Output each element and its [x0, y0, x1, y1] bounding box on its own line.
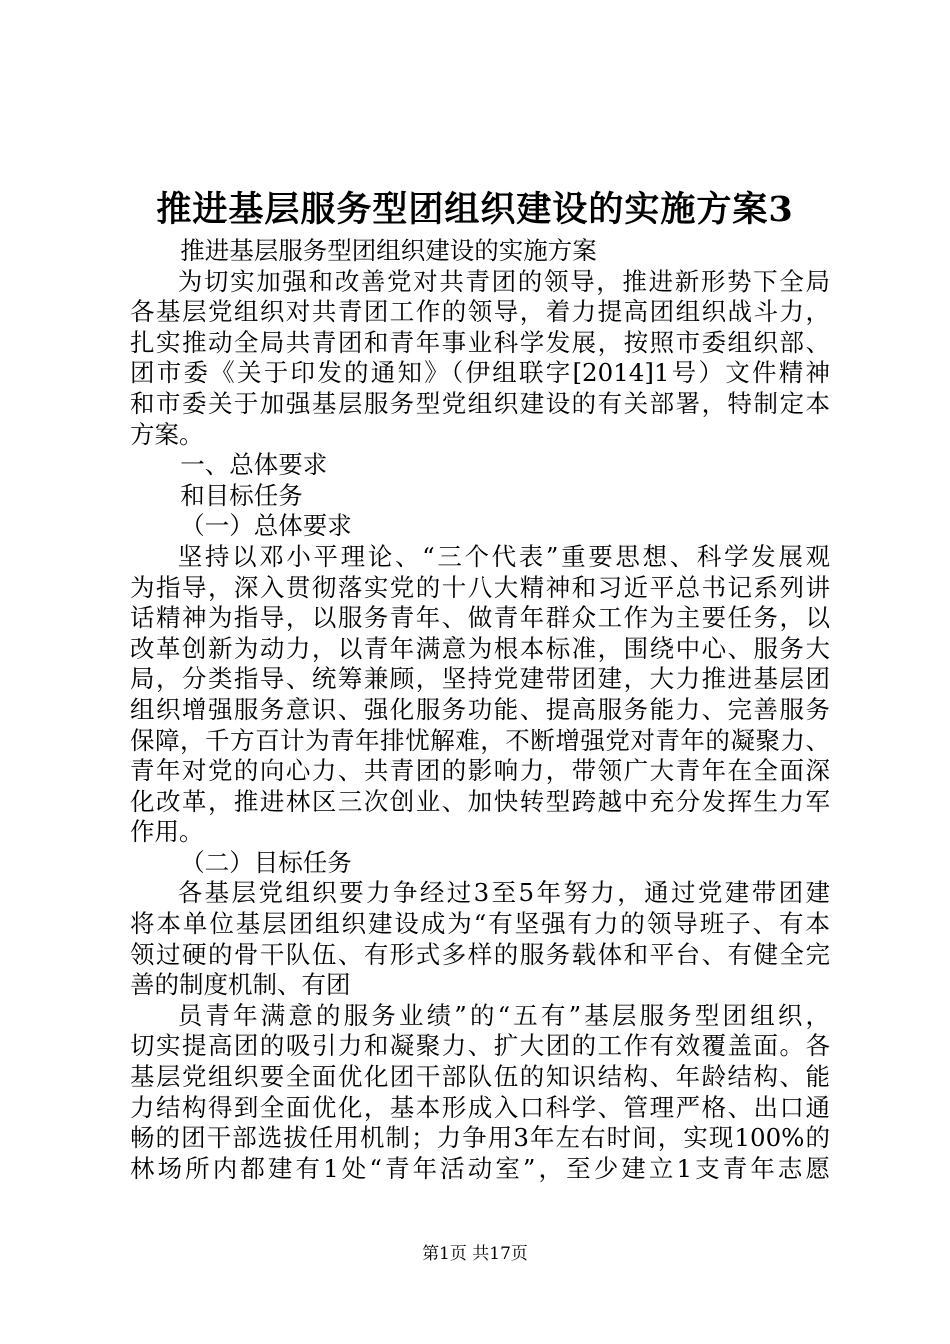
section-heading: 和目标任务: [180, 480, 303, 510]
page-footer: 第1页 共17页: [422, 1244, 528, 1264]
text-line: 坚持以邓小平理论、“三个代表”重要思想、科学发展观: [177, 541, 830, 571]
subsection-heading: （二）目标任务: [180, 847, 352, 877]
text-line: 林场所内都建有1处“青年活动室”，至少建立1支青年志愿: [130, 1153, 830, 1183]
text-line: 基层党组织要全面优化团干部队伍的知识结构、年龄结构、能: [130, 1062, 830, 1092]
text-line: 方案。: [130, 419, 204, 449]
subsection-heading: （一）总体要求: [180, 511, 352, 541]
text-line: 团市委《关于印发的通知》（伊组联字[2014]1号）文件精神: [130, 358, 830, 388]
text-line: 领过硬的骨干队伍、有形式多样的服务载体和平台、有健全完: [130, 939, 830, 969]
text-line: 各基层党组织要力争经过3至5年努力，通过党建带团建: [177, 878, 830, 908]
text-line: 组织增强服务意识、强化服务功能、提高服务能力、完善服务: [130, 694, 830, 724]
text-line: 和市委关于加强基层服务型党组织建设的有关部署，特制定本: [130, 388, 830, 418]
text-line: 保障，千方百计为青年排忧解难，不断增强党对青年的凝聚力、: [130, 725, 830, 755]
text-line: 各基层党组织对共青团工作的领导，着力提高团组织战斗力，: [130, 297, 830, 327]
text-line: 化改革，推进林区三次创业、加快转型跨越中充分发挥生力军: [130, 786, 830, 816]
section-heading: 一、总体要求: [180, 450, 328, 480]
document-body: [130, 236, 830, 1184]
text-line: 扎实推动全局共青团和青年事业科学发展，按照市委组织部、: [130, 327, 830, 357]
subtitle-line: 推进基层服务型团组织建设的实施方案: [180, 236, 597, 265]
text-line: 局，分类指导、统筹兼顾，坚持党建带团建，大力推进基层团: [130, 664, 830, 694]
text-line: 为指导，深入贯彻落实党的十八大精神和习近平总书记系列讲: [130, 572, 830, 602]
text-line: 作用。: [130, 817, 204, 847]
text-line: 青年对党的向心力、共青团的影响力，带领广大青年在全面深: [130, 756, 830, 786]
text-line: 善的制度机制、有团: [130, 970, 351, 1000]
text-line: 切实提高团的吸引力和凝聚力、扩大团的工作有效覆盖面。各: [130, 1031, 830, 1061]
text-line: 员青年满意的服务业绩”的“五有”基层服务型团组织，: [177, 1000, 830, 1030]
text-line: 为切实加强和改善党对共青团的领导，推进新形势下全局: [177, 266, 830, 296]
document-title: 推进基层服务型团组织建设的实施方案3: [156, 189, 794, 230]
text-line: 力结构得到全面优化，基本形成入口科学、管理严格、出口通: [130, 1092, 830, 1122]
text-line: 改革创新为动力，以青年满意为根本标准，围绕中心、服务大: [130, 633, 830, 663]
text-line: 将本单位基层团组织建设成为“有坚强有力的领导班子、有本: [130, 909, 830, 939]
text-line: 畅的团干部选拔任用机制；力争用3年左右时间，实现100%的: [130, 1123, 830, 1153]
text-line: 话精神为指导，以服务青年、做青年群众工作为主要任务，以: [130, 603, 830, 633]
